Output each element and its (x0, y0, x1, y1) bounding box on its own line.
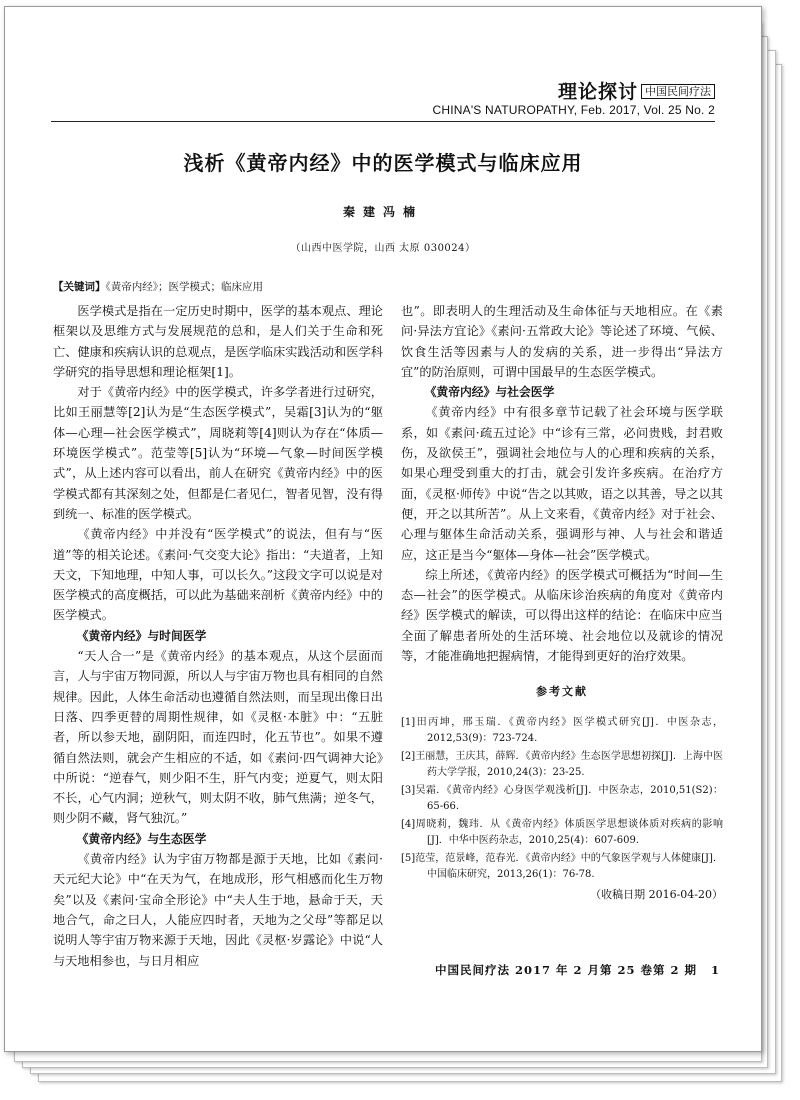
reference-item: [2]王丽慧，王庆其，薛辉．《黄帝内经》生态医学思想初探[J]．上海中医药大学学报，2010,24(3)：23-25. (401, 750, 723, 778)
page-footer (435, 962, 720, 978)
section-heading: 《黄帝内经》与社会医学 (424, 385, 555, 400)
page-number: 1 (711, 963, 721, 977)
paragraph: 《黄帝内经》认为宇宙万物都是源于天地，比如《素问·天元纪大论》中“在天为气，在地成形，形气相感而化生万物矣”以及《素问·宝命全形论》中“夫人生于地，悬命于天，天地合气，命之曰人，人能应四时者，天地为之父母”等都足以说明人等宇宙万物来源于天地，因此《灵枢·岁露论》中说“人与天地相参也，与日月相应 (53, 852, 383, 968)
keywords-text: 《黄帝内经》；医学模式；临床应用 (105, 281, 263, 293)
reference-item: [4]周晓莉，魏玮．从《黄帝内经》体质医学思想谈体质对疾病的影响[J]．中华中医药杂志，2010,25(4)：607-609. (401, 818, 723, 846)
references-heading: 参考文献 (536, 685, 588, 699)
paragraph: 对于《黄帝内经》中的医学模式，许多学者进行过研究，比如王丽慧等[2]认为是“生态医学模式”，吴霜[3]认为的“躯体—心理—社会医学模式”，周晓莉等[4]则认为存在“体质—环境医学模式”。范莹等[5]认为“环境—气象—时间医学模式”，从上述内容可以看出，前人在研究《黄帝内经》中的医学模式都有其深刻之处，但都是仁者见仁，智者见智，没有得到统一、标准的医学模式。 (53, 385, 383, 521)
reference-item: [1]田丙坤，邢玉瑞．《黄帝内经》医学模式研究[J]．中医杂志，2012,53(9)：723-724. (401, 716, 723, 744)
paragraph: 医学模式是指在一定历史时期中，医学的基本观点、理论框架以及思维方式与发展规范的总和，是人们关于生命和死亡、健康和疾病认识的总观点，是医学临床实践活动和医学科学研究的指导思想和理论框架[1]。 (53, 304, 383, 379)
section-brand-tag: 中国民间疗法 (641, 84, 715, 99)
section-brand-title: 理论探讨 (557, 81, 638, 103)
reference-item: [5]范莹，范景峰，范春光．《黄帝内经》中的气象医学观与人体健康[J]．中国临床研究，2013,26(1)：76-78. (401, 852, 723, 880)
body-right-column (401, 301, 723, 905)
section-heading: 《黄帝内经》与时间医学 (76, 628, 207, 643)
reference-item: [3]吴霜．《黄帝内经》心身医学观浅析[J]．中医杂志，2010,51(S2)：65-66. (401, 784, 723, 812)
header-divider (51, 121, 715, 122)
author-affiliation: （山西中医学院，山西 太原 030024） (290, 243, 476, 254)
keywords (53, 279, 263, 294)
paragraph: 《黄帝内经》中并没有“医学模式”的说法，但有与“医道”等的相关论述。《素问·气交变大论》指出：“夫道者，上知天文，下知地理，中知人事，可以长久。”这段文字可以说是对医学模式的高度概括，可以此为基础来剖析《黄帝内经》中的医学模式。 (53, 527, 383, 623)
paragraph: “天人合一”是《黄帝内经》的基本观点，从这个层面而言，人与宇宙万物同源，所以人与宇宙万物也具有相同的自然规律。因此，人体生命活动也遵循自然法则，而呈现出像日出日落、四季更替的周期性规律，如《灵枢·本脏》中：“五脏者，所以参天地，副阴阳，而连四时，化五节也”。如果不遵循自然法则，就会产生相应的不适，如《素问·四气调神大论》中所说：“逆春气，则少阳不生，肝气内变；逆夏气，则太阳不长，心气内洞；逆秋气，则太阴不收，肺气焦满；逆冬气，则少阴不藏，肾气独沉。” (53, 649, 383, 826)
article-title: 浅析《黄帝内经》中的医学模式与临床应用 (183, 151, 583, 175)
paragraph: 《黄帝内经》中有很多章节记载了社会环境与医学联系，如《素问·疏五过论》中“诊有三常，必问贵贱，封君败伤，及欲侯王”，强调社会地位与人的心理和疾病的关系，如果心理受到重大的打击，就会引发许多疾病。在治疗方面，《灵枢·师传》中说“告之以其败，语之以其善，导之以其便，开之以其所苦”。从上文来看，《黄帝内经》对于社会、心理与躯体生命活动关系，强调形与神、人与社会和谐适应，这正是当今“躯体—身体—社会”医学模式。 (401, 405, 723, 562)
received-date: （收稿日期 2016-04-20） (590, 887, 723, 901)
journal-info: CHINA'S NATUROPATHY, Feb. 2017, Vol. 25 No. 2 (432, 103, 715, 117)
article-authors: 秦建冯楠 (342, 205, 423, 219)
paragraph: 综上所述，《黄帝内经》的医学模式可概括为“时间—生态—社会”的医学模式。从临床诊治疾病的角度对《黄帝内经》医学模式的解读，可以得出这样的结论：在临床中应当全面了解患者所处的生活环境、社会地位以及就诊的情况等，才能准确地把握病情，才能得到更好的治疗效果。 (401, 567, 723, 664)
footer-journal: 中国民间疗法 2017 年 2 月第 25 卷第 2 期 (435, 963, 698, 977)
section-heading: 《黄帝内经》与生态医学 (76, 831, 207, 846)
keywords-label: 【关键词】 (53, 281, 106, 293)
body-left-column (53, 301, 383, 971)
section-brand (558, 77, 715, 104)
journal-page (4, 6, 762, 1052)
paragraph: 也”。即表明人的生理活动及生命体征与天地相应。在《素问·异法方宜论》《素问·五常政大论》等论述了环境、气候、饮食生活等因素与人的发病的关系，进一步得出“异法方宜”的防治原则，可谓中国最早的生态医学模式。 (401, 304, 723, 379)
